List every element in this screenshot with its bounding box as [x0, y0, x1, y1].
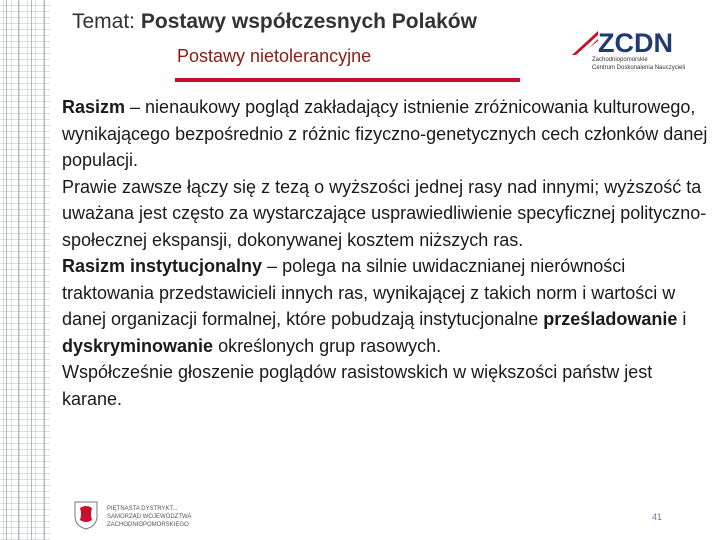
slide-title-bold: Postawy współczesnych Polaków: [140, 10, 477, 33]
footer-line1: PIĘTNASTA DYSTRYKT...: [107, 506, 178, 512]
slide-title: [72, 10, 477, 34]
footer-line3: ZACHODNIOPOMORSKIEGO: [107, 522, 189, 528]
voivodeship-crest-icon: [72, 500, 100, 530]
institutional-text-a: – polega na silnie uwidacznianej nierówności traktowania przedstawicieli innych ras, wynikającej z takich norm i wartości w danej organizacji formalnej, które pobudzają instytucjonalne: [62, 256, 676, 329]
term-discrimination: dyskryminowanie: [62, 335, 214, 356]
paragraph-law: Współcześnie głoszenie poglądów rasistowskich w większości państw jest karane.: [62, 362, 653, 409]
institutional-text-b: i: [677, 309, 687, 329]
title-underline: [175, 78, 520, 82]
paragraph-superiority: Prawie zawsze łączy się z tezą o wyższości jednej rasy nad innymi; wyższość ta uważana jest często za wystarczające usprawiedliwienie specyficznej polityczno-społecznej ekspansji, dokonywanej kosztem niższych ras.: [62, 176, 707, 250]
slide-subtitle: Postawy nietolerancyjne: [177, 46, 372, 66]
zcdn-logo-text: ZCDN: [598, 28, 673, 58]
logo-subtitle: [592, 56, 685, 72]
definition-rasizm: [62, 94, 712, 174]
logo-subtitle-line2: Centrum Doskonalenia Nauczycieli: [592, 65, 686, 71]
definition-rasizm-text: – nienaukowy pogląd zakładający istnienie zróżnicowania kulturowego, wynikającego bezpośrednio z różnic fizyczno-genetycznych cech członków danej populacji.: [62, 97, 708, 170]
institutional-text-c: określonych grup rasowych.: [213, 335, 442, 356]
slide-title-prefix: Temat:: [72, 10, 141, 33]
term-rasizm: Rasizm: [62, 97, 126, 117]
logo-subtitle-line1: Zachodniopomorskie: [592, 57, 648, 63]
slide-body: [62, 94, 712, 412]
decorative-text-strip: [0, 0, 50, 540]
term-persecution: prześladowanie: [543, 309, 678, 329]
footer-institution: [107, 505, 191, 529]
term-institutional-racism: Rasizm instytucjonalny: [62, 256, 263, 276]
definition-institutional-racism: [62, 253, 712, 359]
footer-line2: SAMORZĄD WOJEWÓDZTWA: [107, 514, 192, 520]
page-number: 41: [652, 512, 663, 522]
